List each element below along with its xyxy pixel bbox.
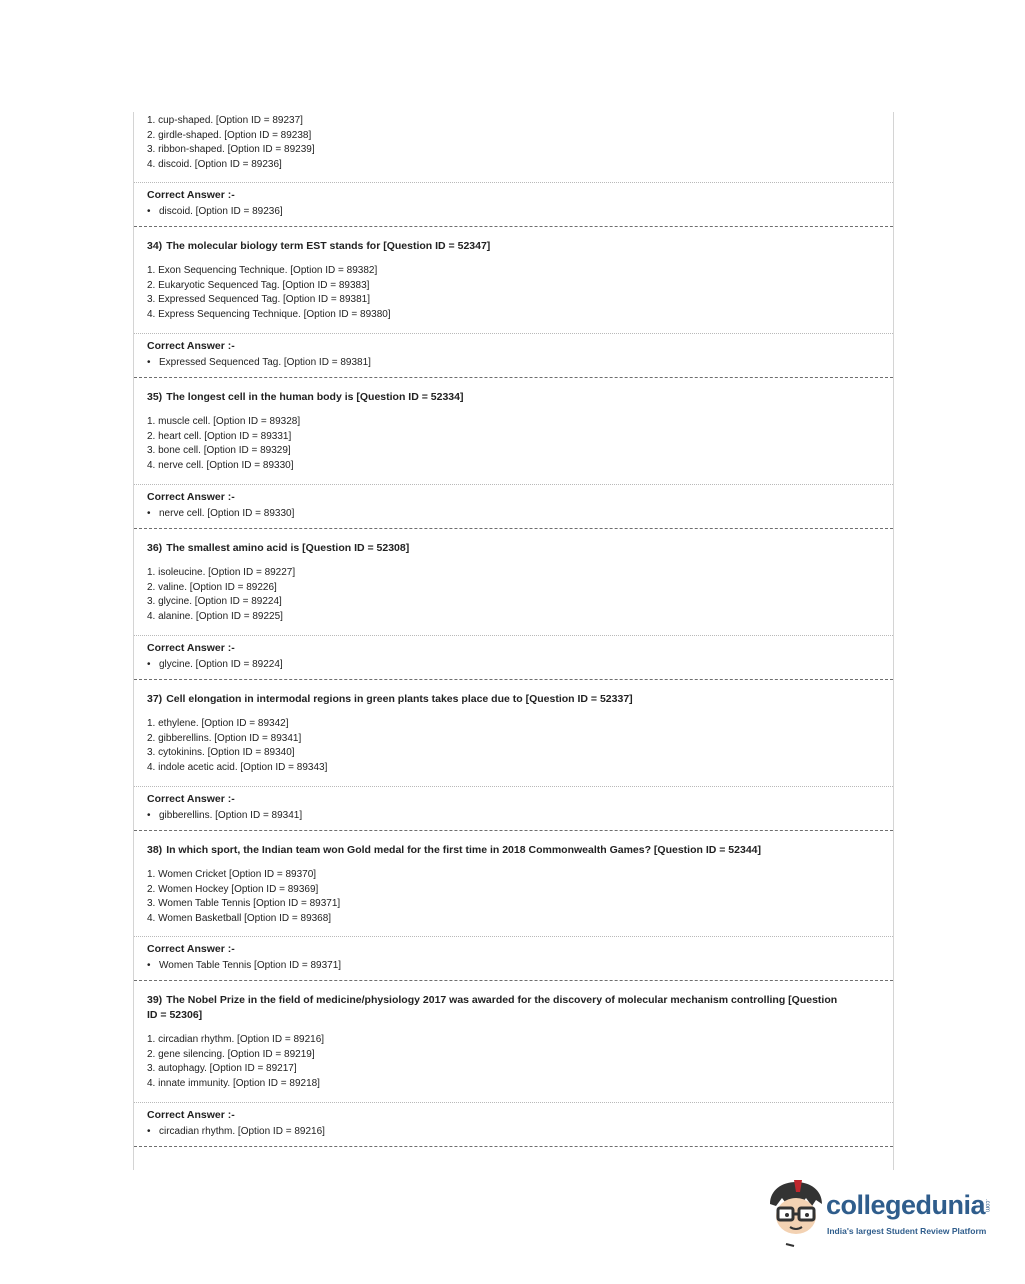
option: 3. Expressed Sequenced Tag. [Option ID = 89381] <box>147 294 371 306</box>
option: 3. cytokinins. [Option ID = 89340] <box>147 747 295 759</box>
option: 3. glycine. [Option ID = 89224] <box>147 596 282 608</box>
question-divider <box>134 980 893 981</box>
answer-block <box>134 792 893 823</box>
answer-item <box>147 507 893 521</box>
question-text <box>147 239 847 254</box>
section-divider <box>134 333 893 334</box>
question-number: 38) <box>147 844 163 856</box>
option: 1. Women Cricket [Option ID = 89370] <box>147 869 317 880</box>
option: 4. innate immunity. [Option ID = 89218] <box>147 1078 320 1090</box>
bullet-icon: • <box>147 810 151 821</box>
question-stem: In which sport, the Indian team won Gold medal for the first time in 2018 Commonwealth Games? [Question ID = 52344] <box>166 844 762 856</box>
answer-block <box>134 339 893 370</box>
exam-sheet <box>133 112 894 1170</box>
option: 2. Eukaryotic Sequenced Tag. [Option ID = 89383] <box>147 279 370 291</box>
mascot-icon <box>770 1180 822 1246</box>
question-text <box>147 993 847 1023</box>
answer-text: Women Table Tennis [Option ID = 89371] <box>159 960 342 971</box>
section-divider <box>134 786 893 787</box>
question-divider <box>134 377 893 378</box>
option: 2. girdle-shaped. [Option ID = 89238] <box>147 129 312 141</box>
question-text <box>147 390 847 405</box>
answer-item <box>147 205 893 219</box>
answer-block <box>134 1108 893 1139</box>
answer-block <box>134 188 893 219</box>
question-divider <box>134 830 893 831</box>
answer-label: Correct Answer :- <box>147 642 235 654</box>
option: 4. indole acetic acid. [Option ID = 89343] <box>147 762 328 774</box>
section-divider <box>134 1102 893 1103</box>
question-number: 37) <box>147 693 163 705</box>
option: 2. gibberellins. [Option ID = 89341] <box>147 732 302 744</box>
option: 4. alanine. [Option ID = 89225] <box>147 611 283 623</box>
answer-label: Correct Answer :- <box>147 793 235 805</box>
section-divider <box>134 936 893 937</box>
question-stem: The molecular biology term EST stands for [Question ID = 52347] <box>166 240 491 252</box>
option: 4. Women Basketball [Option ID = 89368] <box>147 913 332 925</box>
answer-label: Correct Answer :- <box>147 1109 235 1121</box>
question-stem: The smallest amino acid is [Question ID = 52308] <box>166 542 410 554</box>
answer-label: Correct Answer :- <box>147 340 235 352</box>
answer-label: Correct Answer :- <box>147 189 235 201</box>
option: 2. valine. [Option ID = 89226] <box>147 581 277 593</box>
bullet-icon: • <box>147 1126 151 1137</box>
option: 3. Women Table Tennis [Option ID = 89371] <box>147 898 341 910</box>
bullet-icon: • <box>147 357 151 368</box>
answer-label: Correct Answer :- <box>147 943 235 955</box>
question-text <box>147 692 847 707</box>
option: 1. isoleucine. [Option ID = 89227] <box>147 567 296 578</box>
answer-text: gibberellins. [Option ID = 89341] <box>159 810 303 821</box>
answer-item <box>147 809 893 823</box>
question-text <box>147 843 847 858</box>
option: 2. Women Hockey [Option ID = 89369] <box>147 883 319 895</box>
answer-label: Correct Answer :- <box>147 491 235 503</box>
section-divider <box>134 182 893 183</box>
question-number: 34) <box>147 240 163 252</box>
question-block <box>134 541 893 625</box>
option: 4. nerve cell. [Option ID = 89330] <box>147 460 294 472</box>
option: 1. cup-shaped. [Option ID = 89237] <box>147 115 303 126</box>
bullet-icon: • <box>147 659 151 670</box>
question-block <box>134 993 893 1092</box>
question-divider <box>134 226 893 227</box>
option: 3. autophagy. [Option ID = 89217] <box>147 1063 297 1075</box>
question-number: 35) <box>147 391 163 403</box>
question-number: 36) <box>147 542 163 554</box>
lead-options <box>134 114 893 173</box>
question-divider <box>134 528 893 529</box>
question-block <box>134 239 893 323</box>
option: 1. Exon Sequencing Technique. [Option ID = 89382] <box>147 265 378 276</box>
section-divider <box>134 484 893 485</box>
answer-text: discoid. [Option ID = 89236] <box>159 206 283 217</box>
question-divider <box>134 679 893 680</box>
answer-text: Expressed Sequenced Tag. [Option ID = 89381] <box>159 357 371 368</box>
question-stem: The Nobel Prize in the field of medicine/physiology 2017 was awarded for the discovery of molecular mechanism controlling [Question ID = 52306] <box>147 994 838 1021</box>
option: 4. discoid. [Option ID = 89236] <box>147 159 282 171</box>
bullet-icon: • <box>147 508 151 519</box>
option: 1. ethylene. [Option ID = 89342] <box>147 718 289 729</box>
bullet-icon: • <box>147 206 151 217</box>
question-text <box>147 541 847 556</box>
answer-block <box>134 641 893 672</box>
section-divider <box>134 635 893 636</box>
question-block <box>134 692 893 776</box>
option: 3. ribbon-shaped. [Option ID = 89239] <box>147 144 315 156</box>
answer-item <box>147 959 893 973</box>
answer-block <box>134 490 893 521</box>
question-block <box>134 390 893 474</box>
option: 2. heart cell. [Option ID = 89331] <box>147 430 292 442</box>
answer-item <box>147 1125 893 1139</box>
answer-text: nerve cell. [Option ID = 89330] <box>159 508 295 519</box>
question-number: 39) <box>147 994 163 1006</box>
question-divider <box>134 1146 893 1147</box>
bullet-icon: • <box>147 960 151 971</box>
brand-tagline: India's largest Student Review Platform <box>827 1226 987 1236</box>
brand-suffix: .com <box>984 1199 990 1213</box>
answer-block <box>134 942 893 973</box>
answer-item <box>147 356 893 370</box>
question-block <box>134 843 893 927</box>
option: 1. muscle cell. [Option ID = 89328] <box>147 416 301 427</box>
option: 1. circadian rhythm. [Option ID = 89216] <box>147 1034 325 1045</box>
answer-text: circadian rhythm. [Option ID = 89216] <box>159 1126 325 1137</box>
brand-name: collegedunia <box>826 1190 986 1220</box>
question-stem: The longest cell in the human body is [Question ID = 52334] <box>166 391 464 403</box>
answer-item <box>147 658 893 672</box>
option: 3. bone cell. [Option ID = 89329] <box>147 445 291 457</box>
question-stem: Cell elongation in intermodal regions in green plants takes place due to [Question ID = 52337] <box>166 693 633 705</box>
option: 2. gene silencing. [Option ID = 89219] <box>147 1048 315 1060</box>
answer-text: glycine. [Option ID = 89224] <box>159 659 283 670</box>
option: 4. Express Sequencing Technique. [Option ID = 89380] <box>147 309 391 321</box>
